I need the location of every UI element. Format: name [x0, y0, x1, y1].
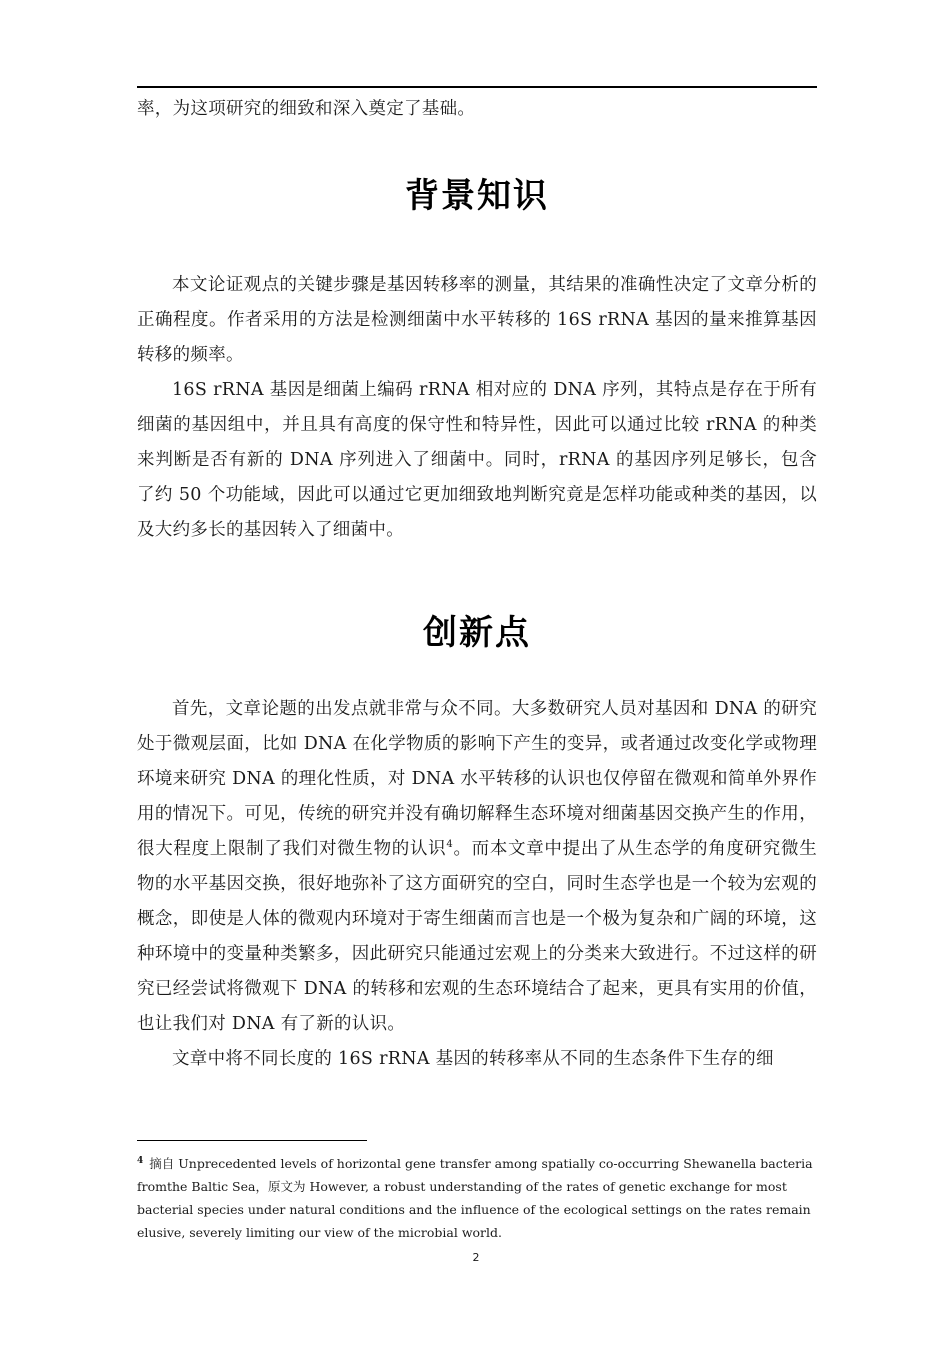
innovation-paragraph-2: 文章中将不同长度的 16S rRNA 基因的转移率从不同的生态条件下生存的细: [172, 1049, 774, 1069]
continuation-text: [137, 92, 817, 127]
innovation-section-body: [137, 692, 817, 1077]
footnote: [137, 1152, 821, 1244]
header-rule: [137, 86, 817, 88]
footnote-text: 摘自 Unprecedented levels of horizontal gene transfer among spatially co-occurring Shewanella bacteria fromthe Baltic Sea，原文为 However, a robust understanding of the rates of genetic exchange for most bacterial species under natural conditions and the influence of the ecological settings on the rates remain elusive, severely limiting our view of the microbial world.: [137, 1156, 813, 1240]
footnote-reference[interactable]: 4: [446, 839, 454, 851]
footnote-mark: 4: [137, 1155, 144, 1166]
innovation-paragraph-1-part-a: 首先，文章论题的出发点就非常与众不同。大多数研究人员对基因和 DNA 的研究处于微观层面，比如 DNA 在化学物质的影响下产生的变异，或者通过改变化学或物理环境来研究 DNA 的理化性质，对 DNA 水平转移的认识也仅停留在微观和简单外界作用的情况下。可见，传统的研究并没有确切解释生态环境对细菌基因交换产生的作用，很大程度上限制了我们对微生物的认识: [137, 699, 817, 859]
continuation-paragraph: 率，为这项研究的细致和深入奠定了基础。: [137, 99, 476, 119]
section-heading-innovation: 创新点: [423, 613, 531, 653]
background-paragraph-2: 16S rRNA 基因是细菌上编码 rRNA 相对应的 DNA 序列，其特点是存在于所有细菌的基因组中，并且具有高度的保守性和特异性，因此可以通过比较 rRNA 的种类来判断是否有新的 DNA 序列进入了细菌中。同时，rRNA 的基因序列足够长，包含了约 50 个功能域，因此可以通过它更加细致地判断究竟是怎样功能或种类的基因，以及大约多长的基因转入了细菌中。: [137, 380, 817, 540]
innovation-paragraph-1-part-b: 。而本文章中提出了从生态学的角度研究微生物的水平基因交换，很好地弥补了这方面研究的空白，同时生态学也是一个较为宏观的概念，即使是人体的微观内环境对于寄生细菌而言也是一个极为复杂和广阔的环境，这种环境中的变量种类繁多，因此研究只能通过宏观上的分类来大致进行。不过这样的研究已经尝试将微观下 DNA 的转移和宏观的生态环境结合了起来，更具有实用的价值，也让我们对 DNA 有了新的认识。: [137, 839, 818, 1034]
section-heading-background: 背景知识: [405, 176, 549, 216]
page-number: 2: [472, 1251, 480, 1264]
background-paragraph-1: 本文论证观点的关键步骤是基因转移率的测量，其结果的准确性决定了文章分析的正确程度。作者采用的方法是检测细菌中水平转移的 16S rRNA 基因的量来推算基因转移的频率。: [137, 275, 817, 365]
background-section-body: [137, 268, 817, 548]
innovation-paragraph-1: [137, 692, 817, 1042]
footnote-separator: [137, 1140, 367, 1141]
